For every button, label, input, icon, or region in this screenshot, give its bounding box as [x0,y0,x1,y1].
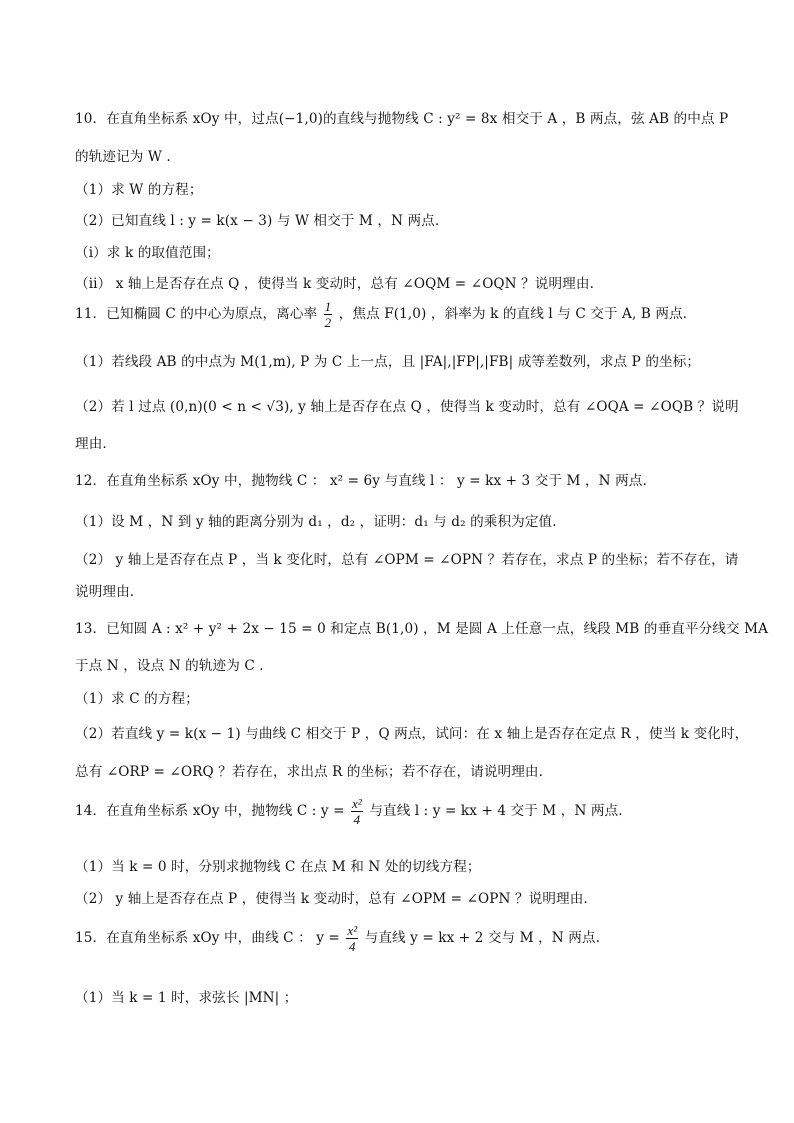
p12-q2-line2: 说明理由. [75,584,135,600]
p11-q1: （1）若线段 AB 的中点为 M(1,m), P 为 C 上一点，且 |FA|,|FP|,|FB| 成等差数列，求点 P 的坐标； [75,354,701,370]
p15-frac-den: 4 [346,938,358,953]
p13-line1: 13．已知圆 A : x² + y² + 2x − 15 = 0 和定点 B(1,0) ，M 是圆 A 上任意一点，线段 MB 的垂直平分线交 MA [75,621,769,637]
p15-line1 [75,924,600,953]
p14-parabola-fraction [351,797,363,826]
p11-line1 [75,300,696,329]
p11-q2-line1: （2）若 l 过点 (0,n)(0 < n < √3), y 轴上是否存在点 Q ，使得当 k 变动时，总有 ∠OQA = ∠OQB ？说明 [75,399,739,415]
p13-q2-line2: 总有 ∠ORP = ∠ORQ ？若存在，求出点 R 的坐标；若不存在，请说明理由. [75,764,544,780]
p15-q1: （1）当 k = 1 时，求弦长 |MN| ； [75,990,298,1006]
p11-eccentricity-fraction [324,300,333,329]
p10-line2: 的轨迹记为 W . [75,149,171,165]
p13-line2: 于点 N ，设点 N 的轨迹为 C . [75,658,264,674]
p11-ecc-den: 2 [324,315,332,330]
p14-line1-b: 与直线 l : y = kx + 4 交于 M ，N 两点. [369,803,623,819]
p13-q1: （1）求 C 的方程； [75,691,199,707]
p15-curve-fraction [346,924,358,953]
p15-line1-b: 与直线 y = kx + 2 交与 M ，N 两点. [364,930,601,946]
p11-line1-b: ，焦点 F(1,0) ，斜率为 k 的直线 l 与 C 交于 A, B 两点． [338,306,697,322]
p10-line1: 10．在直角坐标系 xOy 中，过点(−1,0)的直线与抛物线 C : y² = 8x 相交于 A ，B 两点，弦 AB 的中点 P [75,111,729,127]
p14-line1-a: 14．在直角坐标系 xOy 中，抛物线 C : y = [75,803,345,819]
p14-frac-den: 4 [351,811,363,826]
p11-ecc-num: 1 [324,299,332,314]
p10-q2ii: （ii） x 轴上是否存在点 Q ，使得当 k 变动时，总有 ∠OQM = ∠OQN ？说明理由. [75,276,594,292]
p12-q1: （1）设 M ，N 到 y 轴的距离分别为 d₁ ，d₂ ，证明：d₁ 与 d₂ 的乘积为定值. [75,514,557,530]
p12-q2-line1: （2） y 轴上是否存在点 P ，当 k 变化时，总有 ∠OPM = ∠OPN ？若存在，求点 P 的坐标；若不存在，请 [75,552,739,568]
p14-q1: （1）当 k = 0 时，分别求抛物线 C 在点 M 和 N 处的切线方程； [75,859,481,875]
p14-q2: （2） y 轴上是否存在点 P ，使得当 k 变动时，总有 ∠OPM = ∠OPN ？说明理由. [75,891,588,907]
p14-line1 [75,797,623,826]
p10-q2i: （i）求 k 的取值范围； [75,245,220,261]
p14-frac-num: x² [352,796,362,811]
p10-q1: （1）求 W 的方程； [75,182,203,198]
p10-q2: （2）已知直线 l : y = k(x − 3) 与 W 相交于 M ，N 两点. [75,213,440,229]
p11-line1-a: 11．已知椭圆 C 的中心为原点，离心率 [75,306,318,322]
p15-line1-a: 15．在直角坐标系 xOy 中，曲线 C ： y = [75,930,340,946]
p15-frac-num: x² [347,923,358,938]
p12-line1: 12．在直角坐标系 xOy 中，抛物线 C ： x² = 6y 与直线 l ： y = kx + 3 交于 M ，N 两点. [75,473,647,489]
p11-q2-line2: 理由． [75,436,117,452]
p13-q2-line1: （2）若直线 y = k(x − 1) 与曲线 C 相交于 P ，Q 两点，试问：在 x 轴上是否存在定点 R ，使当 k 变化时， [75,726,749,742]
